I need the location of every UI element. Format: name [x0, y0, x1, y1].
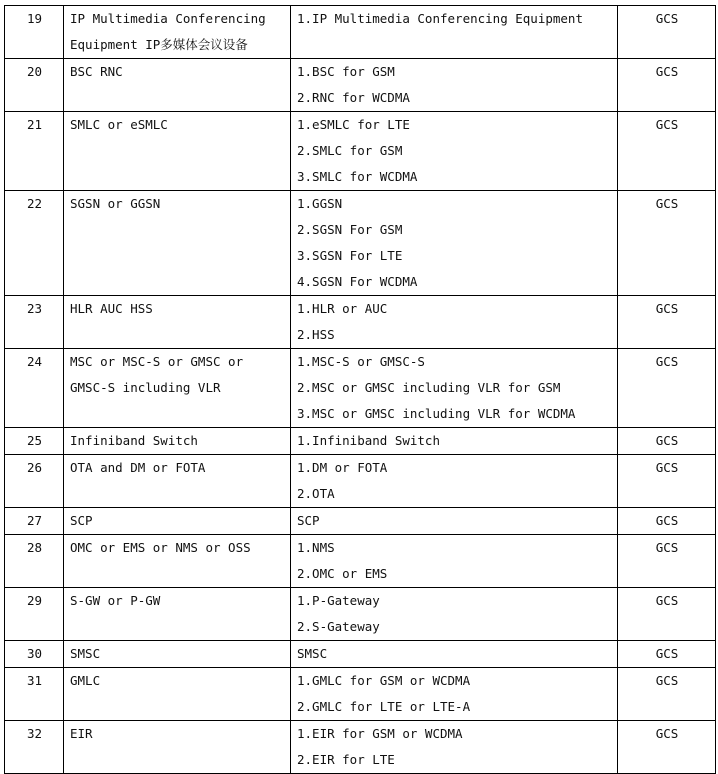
equipment-table	[4, 5, 716, 774]
equipment-name-line: Infiniband Switch	[70, 433, 198, 448]
owner-cell: GCS	[618, 535, 716, 588]
row-number: 27	[5, 508, 64, 535]
owner-cell: GCS	[618, 668, 716, 721]
owner-cell: GCS	[618, 508, 716, 535]
subtype-line: 2.EIR for LTE	[297, 752, 395, 767]
subtype-line: 1.Infiniband Switch	[297, 433, 440, 448]
equipment-cell	[64, 721, 291, 774]
subtype-line: 2.OMC or EMS	[297, 566, 388, 581]
row-number: 32	[5, 721, 64, 774]
row-number: 26	[5, 455, 64, 508]
subtype-line: 1.P-Gateway	[297, 593, 380, 608]
subtype-cell	[291, 535, 618, 588]
subtype-cell	[291, 428, 618, 455]
table-row	[5, 641, 716, 668]
equipment-cell	[64, 59, 291, 112]
equipment-name-line: EIR	[70, 726, 93, 741]
subtype-cell	[291, 6, 618, 59]
subtype-line: 4.SGSN For WCDMA	[297, 274, 418, 289]
row-number: 19	[5, 6, 64, 59]
equipment-name-line: IP Multimedia Conferencing	[70, 11, 266, 26]
equipment-name-line: Equipment IP多媒体会议设备	[70, 37, 248, 52]
owner-cell: GCS	[618, 428, 716, 455]
subtype-cell	[291, 296, 618, 349]
subtype-cell	[291, 112, 618, 191]
subtype-line: 1.EIR for GSM or WCDMA	[297, 726, 463, 741]
subtype-line: 1.HLR or AUC	[297, 301, 388, 316]
owner-cell: GCS	[618, 349, 716, 428]
equipment-name-line: OMC or EMS or NMS or OSS	[70, 540, 251, 555]
row-number: 20	[5, 59, 64, 112]
subtype-cell	[291, 668, 618, 721]
row-number: 28	[5, 535, 64, 588]
row-number: 22	[5, 191, 64, 296]
equipment-name-line: GMLC	[70, 673, 101, 688]
owner-cell: GCS	[618, 588, 716, 641]
subtype-cell	[291, 59, 618, 112]
owner-cell: GCS	[618, 296, 716, 349]
equipment-name-line: SMSC	[70, 646, 101, 661]
subtype-line: 1.MSC-S or GMSC-S	[297, 354, 425, 369]
equipment-cell	[64, 6, 291, 59]
equipment-name-line: S-GW or P-GW	[70, 593, 161, 608]
row-number: 23	[5, 296, 64, 349]
table-row	[5, 191, 716, 296]
subtype-line: 2.MSC or GMSC including VLR for GSM	[297, 380, 561, 395]
subtype-line: 2.SGSN For GSM	[297, 222, 403, 237]
subtype-cell	[291, 721, 618, 774]
equipment-cell	[64, 112, 291, 191]
subtype-cell	[291, 455, 618, 508]
equipment-cell	[64, 508, 291, 535]
table-row	[5, 508, 716, 535]
equipment-name-line: GMSC-S including VLR	[70, 380, 221, 395]
table-row	[5, 296, 716, 349]
row-number: 24	[5, 349, 64, 428]
equipment-cell	[64, 668, 291, 721]
table-row	[5, 428, 716, 455]
row-number: 21	[5, 112, 64, 191]
equipment-cell	[64, 588, 291, 641]
row-number: 25	[5, 428, 64, 455]
subtype-line: 1.IP Multimedia Conferencing Equipment	[297, 11, 583, 26]
equipment-cell	[64, 191, 291, 296]
table-row	[5, 349, 716, 428]
table-row	[5, 721, 716, 774]
owner-cell: GCS	[618, 59, 716, 112]
equipment-name-line: BSC RNC	[70, 64, 123, 79]
subtype-line: 3.SMLC for WCDMA	[297, 169, 418, 184]
equipment-cell	[64, 296, 291, 349]
subtype-line: 1.BSC for GSM	[297, 64, 395, 79]
table-row	[5, 668, 716, 721]
subtype-line: 1.eSMLC for LTE	[297, 117, 410, 132]
table-row	[5, 59, 716, 112]
table-row	[5, 455, 716, 508]
equipment-cell	[64, 455, 291, 508]
owner-cell: GCS	[618, 641, 716, 668]
equipment-name-line: OTA and DM or FOTA	[70, 460, 206, 475]
equipment-cell	[64, 349, 291, 428]
subtype-cell	[291, 641, 618, 668]
equipment-name-line: HLR AUC HSS	[70, 301, 153, 316]
owner-cell: GCS	[618, 191, 716, 296]
subtype-line: SMSC	[297, 646, 328, 661]
owner-cell: GCS	[618, 455, 716, 508]
subtype-cell	[291, 508, 618, 535]
subtype-line: 2.OTA	[297, 486, 335, 501]
subtype-line: 1.GMLC for GSM or WCDMA	[297, 673, 471, 688]
subtype-line: 2.HSS	[297, 327, 335, 342]
subtype-cell	[291, 349, 618, 428]
equipment-name-line: SGSN or GGSN	[70, 196, 161, 211]
subtype-line: 3.SGSN For LTE	[297, 248, 403, 263]
subtype-line: 2.SMLC for GSM	[297, 143, 403, 158]
subtype-line: 1.NMS	[297, 540, 335, 555]
owner-cell: GCS	[618, 721, 716, 774]
subtype-cell	[291, 588, 618, 641]
equipment-name-line: MSC or MSC-S or GMSC or	[70, 354, 244, 369]
subtype-line: 1.GGSN	[297, 196, 343, 211]
subtype-line: 3.MSC or GMSC including VLR for WCDMA	[297, 406, 576, 421]
row-number: 29	[5, 588, 64, 641]
table-row	[5, 6, 716, 59]
equipment-cell	[64, 535, 291, 588]
equipment-name-line: SCP	[70, 513, 93, 528]
row-number: 30	[5, 641, 64, 668]
subtype-cell	[291, 191, 618, 296]
subtype-line: 2.RNC for WCDMA	[297, 90, 410, 105]
subtype-line: 2.GMLC for LTE or LTE-A	[297, 699, 471, 714]
subtype-line: SCP	[297, 513, 320, 528]
equipment-name-line: SMLC or eSMLC	[70, 117, 168, 132]
table-row	[5, 535, 716, 588]
table-row	[5, 588, 716, 641]
subtype-line: 2.S-Gateway	[297, 619, 380, 634]
row-number: 31	[5, 668, 64, 721]
equipment-cell	[64, 428, 291, 455]
table-row	[5, 112, 716, 191]
table-body	[5, 6, 716, 774]
owner-cell: GCS	[618, 112, 716, 191]
equipment-cell	[64, 641, 291, 668]
owner-cell: GCS	[618, 6, 716, 59]
subtype-line: 1.DM or FOTA	[297, 460, 388, 475]
